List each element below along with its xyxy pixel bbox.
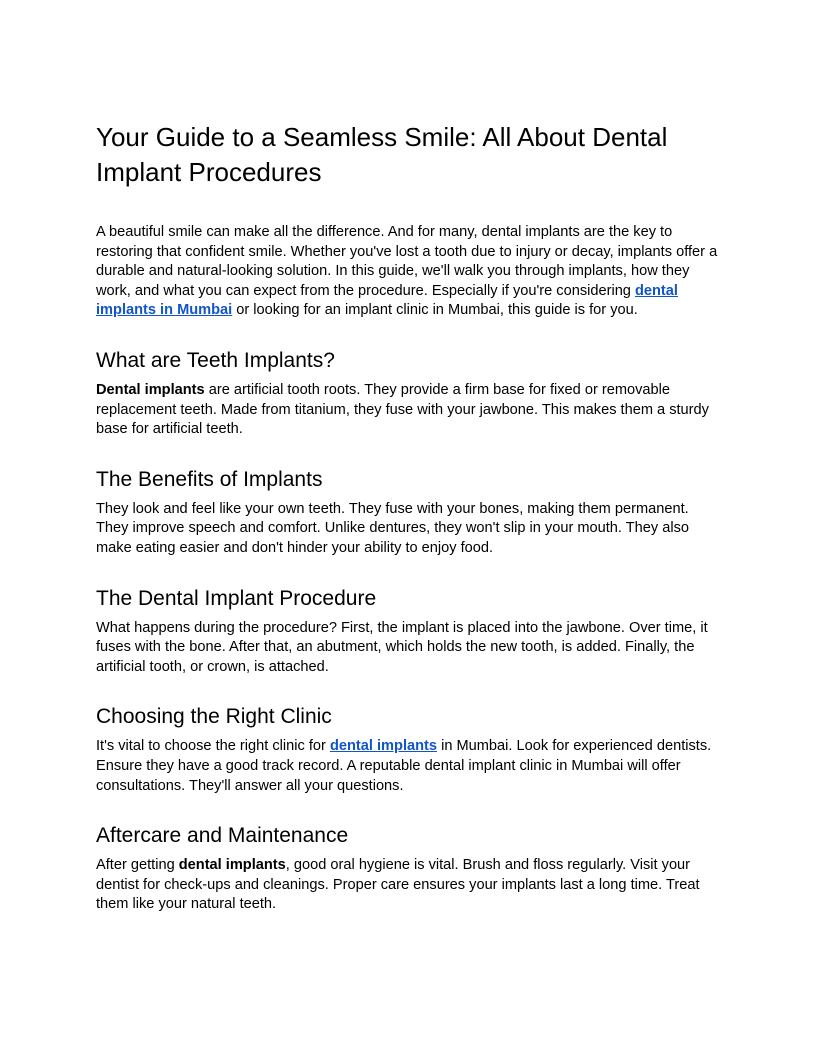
section-choosing-clinic [96,703,724,796]
section-paragraph [96,381,724,440]
dental-implants-in-mumbai-link[interactable]: dental implants in Mumbai [96,282,678,319]
section-paragraph [96,856,724,915]
section-benefits [96,466,724,559]
bold-term: dental implants [178,857,286,874]
document-content [96,120,724,915]
intro-text-1: A beautiful smile can make all the difference. And for many, dental implants are the key to restoring that confident smile. Whether you've lost a tooth due to injury or decay, implants offer a durable and natural-looking solution. In this guide, we'll walk you through implants, how they work, and what you can expect from the procedure. Especially if you're considering [96,224,718,299]
intro-paragraph [96,223,724,321]
section-text: are artificial tooth roots. They provide a firm base for fixed or removable replacement teeth. Made from titanium, they fuse with your jawbone. This makes them a sturdy base for artificial teeth. [96,381,709,438]
bold-term: Dental implants [96,381,205,398]
section-paragraph [96,737,724,796]
section-text-1: It's vital to choose the right clinic for [96,738,330,755]
section-text-2: in Mumbai. Look for experienced dentists. Ensure they have a good track record. A reputable dental implant clinic in Mumbai will offer consultations. They'll answer all your questions. [96,738,712,794]
dental-implants-link[interactable]: dental implants [329,738,438,755]
intro-text-2: or looking for an implant clinic in Mumbai, this guide is for you. [232,302,638,319]
section-procedure [96,585,724,678]
section-aftercare [96,822,724,915]
section-what-are-implants [96,347,724,440]
section-text-2: , good oral hygiene is vital. Brush and floss regularly. Visit your dentist for check-ups and cleanings. Proper care ensures your implants last a long time. Treat them like your natural teeth. [96,857,700,913]
section-heading: Aftercare and Maintenance [96,824,349,848]
section-heading: Choosing the Right Clinic [96,705,332,729]
section-paragraph: They look and feel like your own teeth. They fuse with your bones, making them permanent. They improve speech and comfort. Unlike dentures, they won't slip in your mouth. They also make eating easier and don't hinder your ability to enjoy food. [96,500,690,556]
section-text-1: After getting [96,857,179,874]
section-heading: The Dental Implant Procedure [96,586,377,610]
document-title: Your Guide to a Seamless Smile: All About Dental Implant Procedures [96,122,668,187]
section-paragraph: What happens during the procedure? First, the implant is placed into the jawbone. Over time, it fuses with the bone. After that, an abutment, which holds the new tooth, is added. Finally, the artificial tooth, or crown, is attached. [96,619,708,675]
section-heading: The Benefits of Implants [96,467,323,491]
section-heading: What are Teeth Implants? [96,348,335,372]
